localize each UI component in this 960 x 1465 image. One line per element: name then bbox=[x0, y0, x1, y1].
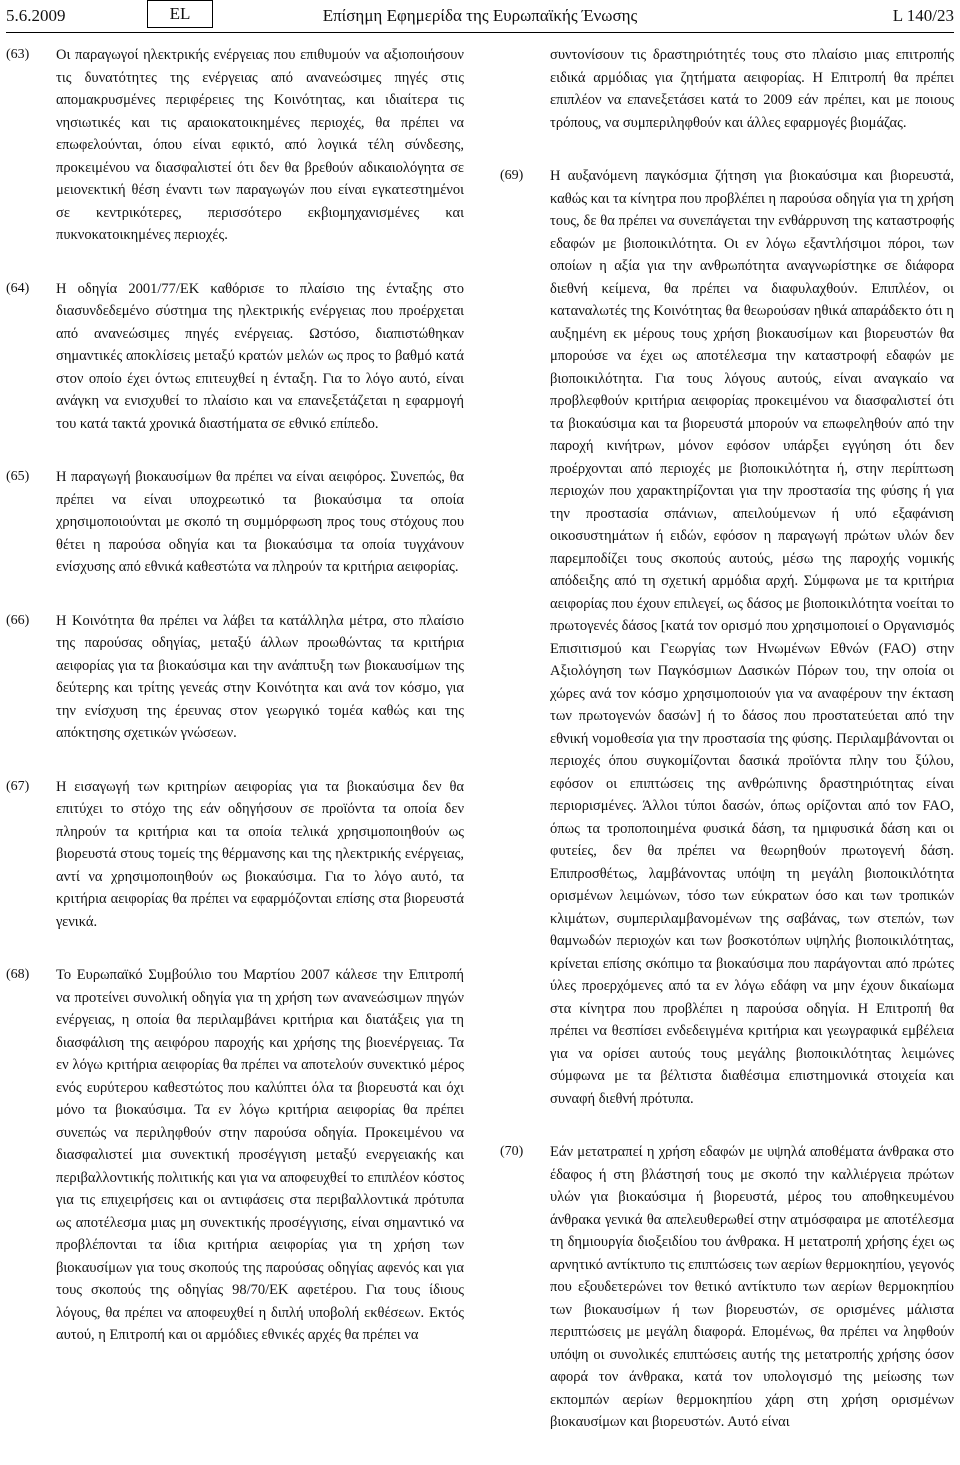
recital-number: (66) bbox=[6, 612, 30, 628]
recital-68 bbox=[6, 964, 464, 1347]
recital-69 bbox=[500, 165, 954, 1110]
recital-text: Η παραγωγή βιοκαυσίμων θα πρέπει να είναι αειφόρος. Συνεπώς, θα πρέπει να είναι υποχρεωτικό τα βιοκαύσιμα τα οποία χρησιμοποιούνται με σκοπό τη συμμόρφωση προς τους στόχους που θέτει η παρούσα οδηγία και τα βιοκαύσιμα τα οποία τυγχάνουν ενίσχυσης από εθνικά καθεστώτα να πληρούν τα κριτήρια αειφορίας. bbox=[56, 469, 464, 575]
recital-64 bbox=[6, 278, 464, 436]
recital-67 bbox=[6, 776, 464, 934]
recital-63 bbox=[6, 44, 464, 247]
recital-68-continued bbox=[500, 44, 954, 134]
issue-date: 5.6.2009 bbox=[6, 6, 66, 25]
recital-number: (69) bbox=[500, 168, 524, 183]
recital-number: (67) bbox=[6, 778, 30, 794]
recital-text: συντονίσουν τις δραστηριότητές τους στο πλαίσιο μιας επιτροπής ειδικά αρμόδιας για ζητήματα αειφορίας. Η Επιτροπή θα πρέπει επιπλέον να επανεξετάσει κατά το 2009 εάν πρέπει, και με ποιους τρόπους, να συμπεριληφθούν και άλλες εφαρμογές βιομάζας. bbox=[550, 47, 954, 131]
left-column bbox=[6, 44, 464, 1378]
recital-text: Το Ευρωπαϊκό Συμβούλιο του Μαρτίου 2007 κάλεσε την Επιτροπή να προτείνει συνολική οδηγία για τη χρήση των ανανεώσιμων πηγών ενέργειας, η οποία θα περιλαμβάνει κριτήρια και διατάξεις για τη διασφάλιση της αειφόρου παροχής και χρήσης της βιοενέργειας. Τα εν λόγω κριτήρια αειφορίας θα πρέπει να αποτελούν συνεκτικό μέρος ενός ευρύτερου καθεστώτος που καλύπτει όλα τα βιορευστά και όχι μόνο τα βιοκαύσιμα. Τα εν λόγω κριτήρια αειφορίας θα πρέπει συνεπώς να περιληφθούν στην παρούσα οδηγία. Προκειμένου να διασφαλιστεί μια συνεκτική προσέγγιση μεταξύ ενεργειακής και περιβαλλοντικής πολιτικής και για να αποφευχθεί το επιπλέον κόστος για τις επιχειρήσεις και οι αντιφάσεις στα περιβαλλοντικά πρότυπα ως αποτέλεσμα μιας μη συνεκτικής προσέγγισης, είναι σημαντικό να προβλέπονται τα ίδια κριτήρια αειφορίας για τη χρήση των βιοκαυσίμων για τους σκοπούς της παρούσας οδηγίας αφενός και για τους σκοπούς της οδηγίας 98/70/ΕΚ αφετέρου. Για τους ίδιους λόγους, θα πρέπει να αποφευχθεί η διπλή υποβολή εκθέσεων. Εκτός αυτού, η Επιτροπή και οι αρμόδιες εθνικές αρχές θα πρέπει να bbox=[56, 967, 464, 1343]
page-number: L 140/23 bbox=[892, 6, 954, 25]
recital-70 bbox=[500, 1141, 954, 1434]
recital-number: (64) bbox=[6, 280, 30, 296]
recital-66 bbox=[6, 610, 464, 745]
recital-text: Η αυξανόμενη παγκόσμια ζήτηση για βιοκαύσιμα και βιορευστά, καθώς και τα κίνητρα που προβλέπει η παρούσα οδηγία για τη χρήση τους, δε θα πρέπει να συνεπάγεται την ενθάρρυνση της καταστροφής εδαφών με βιοποικιλότητα. Οι εν λόγω εξαντλήσιμοι πόροι, των οποίων η αξία για την ανθρωπότητα αναγνωρίστηκε σε διάφορα διεθνή κείμενα, θα πρέπει να διαφυλαχθούν. Επιπλέον, οι καταναλωτές της Κοινότητας θα θεωρούσαν ηθικά απαράδεκτο ότι η αυξημένη εκ μέρους τους χρήση βιοκαυσίμων και βιορευστών θα μπορούσε να έχει ως αποτέλεσμα την καταστροφή εδαφών με βιοποικιλότητα. Για τους λόγους αυτούς, είναι αναγκαίο να προβλεφθούν κριτήρια αειφορίας προκειμένου να διασφαλιστεί ότι τα βιοκαύσιμα και τα βιορευστά μπορούν να επωφεληθούν από την παροχή κινήτρων, μόνον εφόσον υπάρξει εγγύηση ότι δεν προέρχονται από περιοχές με βιοποικιλότητα ή, στην περίπτωση περιοχών που χαρακτηρίζονται για την προστασία της φύσης ή για την προστασία σπάνιων, απειλούμενων ή υπό εξαφάνιση οικοσυστημάτων ή ειδών, εφόσον η παραγωγή πρώτων υλών δεν παρεμποδίζει τους σκοπούς αυτούς, μέσω της παροχής νομικής απόδειξης από τη σχετική αρμόδια αρχή. Σύμφωνα με τα κριτήρια αειφορίας που έχουν επιλεγεί, ως δάσος με βιοποικιλότητα νοείται το πρωτογενές δάσος [κατά τον ορισμό που χρησιμοποιεί ο Οργανισμός Επισιτισμού και Γεωργίας των Ηνωμένων Εθνών (FAO) στην Αξιολόγηση των Παγκόσμιων Δασικών Πόρων του, την οποία οι χώρες ανά τον κόσμο χρησιμοποιούν για να αναφέρουν την έκταση των πρωτογενών δασών] ή το δάσος που προστατεύεται από την εθνική νομοθεσία για την προστασία της φύσης. Περιλαμβάνονται οι περιοχές όπου συγκομίζονται δασικά προϊόντα πλην του ξύλου, εφόσον οι επιπτώσεις της ανθρώπινης δραστηριότητας είναι περιορισμένες. Άλλοι τύποι δασών, όπως ορίζονται από τον FAO, όπως τα τροποποιημένα φυσικά δάση, τα ημιφυσικά δάση και οι φυτείες, δεν θα πρέπει να θεωρηθούν πρωτογενή δάση. Επιπροσθέτως, λαμβάνοντας υπόψη τη μεγάλη βιοποικιλότητα ορισμένων λειμώνων, τόσο των εύκρατων όσο και των τροπικών κλιμάτων, συμπεριλαμβανομένων της σαβάνας, των στεπών, των θαμνωδών περιοχών και των βοσκοτόπων υψηλής βιοποικιλότητας, κρίνεται επίσης σκόπιμο τα βιοκαύσιμα που παράγονται από πρώτες ύλες προερχόμενες από τα εν λόγω εδάφη να μην έχουν δικαίωμα στα κίνητρα που προβλέπει η παρούσα οδηγία. Η Επιτροπή θα πρέπει να θεσπίσει ενδεδειγμένα κριτήρια και γεωγραφικά εμβέλεια για να ορίσει αυτούς τους μεγάλης βιοποικιλότητας λειμώνες σύμφωνα με τα βέλτιστα διαθέσιμα επιστημονικά στοιχεία και συναφή διεθνή πρότυπα. bbox=[550, 168, 954, 1107]
recital-text: Η Κοινότητα θα πρέπει να λάβει τα κατάλληλα μέτρα, στο πλαίσιο της παρούσας οδηγίας, μεταξύ άλλων προωθώντας τα κριτήρια αειφορίας για τα βιοκαύσιμα και την ανάπτυξη των βιοκαυσίμων της δεύτερης και τρίτης γενεάς στην Κοινότητα και ανά τον κόσμο, για την ενίσχυση της έρευνας στον γεωργικό τομέα καθώς και της απόκτησης σχετικών γνώσεων. bbox=[56, 612, 464, 741]
recital-number: (63) bbox=[6, 47, 30, 62]
recital-text: Η εισαγωγή των κριτηρίων αειφορίας για τα βιοκαύσιμα δεν θα επιτύχει το στόχο της εάν οδηγήσουν σε προϊόντα τα οποία δεν πληρούν τα κριτήρια και τα οποία τελικά χρησιμοποιηθούν ως βιορευστά στους τομείς της θέρμανσης και της ηλεκτρικής ενέργειας, αντί να χρησιμοποιηθούν ως βιοκαύσιμα. Για το λόγο αυτό, τα κριτήρια αειφορίας θα πρέπει να εφαρμόζονται επίσης στα βιορευστά γενικά. bbox=[56, 778, 464, 930]
recital-number: (65) bbox=[6, 469, 30, 484]
recital-text: Η οδηγία 2001/77/ΕΚ καθόρισε το πλαίσιο της ένταξης στο διασυνδεδεμένο σύστημα της ηλεκτρικής ενέργειας που προέρχεται από ανανεώσιμες πηγές ενέργειας. Ωστόσο, διαπιστώθηκαν σημαντικές αποκλίσεις μεταξύ κρατών μελών ως προς το βαθμό κατά στον οποίο έχει όντως επιτευχθεί η ένταξη. Για το λόγο αυτό, είναι ανάγκη να ενισχυθεί το πλαίσιο και να επανεξετάζεται η εφαρμογή του κατά τακτά χρονικά διαστήματα σε εθνικό επίπεδο. bbox=[56, 280, 464, 432]
recital-number: (70) bbox=[500, 1144, 524, 1159]
recital-number: (68) bbox=[6, 967, 30, 982]
language-badge: EL bbox=[147, 0, 213, 28]
page-header bbox=[6, 0, 954, 33]
recital-65 bbox=[6, 466, 464, 579]
journal-title: Επίσημη Εφημερίδα της Ευρωπαϊκής Ένωσης bbox=[322, 6, 638, 25]
recital-text: Εάν μετατραπεί η χρήση εδαφών με υψηλά αποθέματα άνθρακα στο έδαφος ή στη βλάστησή τους με σκοπό την καλλιέργεια πρώτων υλών για βιοκαύσιμα ή βιορευστά, μέρος του αποθηκευμένου άνθρακα γενικά θα απελευθερωθεί στην ατμόσφαιρα με αποτέλεσμα τη δημιουργία διοξειδίου του άνθρακα. Η μετατροπή χρήσης έχει ως αρνητικό αντίκτυπο τις επιπτώσεις των αερίων θερμοκηπίου, γεγονός που εξουδετερώνει τον θετικό αντίκτυπο των αερίων θερμοκηπίου των βιοκαυσίμων ή των βιορευστών, σε ορισμένες μάλιστα περιπτώσεις με μεγάλη διαφορά. Επομένως, θα πρέπει να ληφθούν υπόψη οι συνολικές επιπτώσεις αυτής της μετατροπής χρήσης όσον αφορά τον άνθρακα, κατά τον υπολογισμό της μείωσης των εκπομπών αερίων θερμοκηπίου χάρη στη χρήση ορισμένων βιοκαυσίμων και βιορευστών. Αυτό είναι bbox=[550, 1144, 954, 1430]
right-column bbox=[500, 44, 954, 1465]
recital-text: Οι παραγωγοί ηλεκτρικής ενέργειας που επιθυμούν να αξιοποιήσουν τις δυνατότητες της ενέργειας από ανανεώσιμες πηγές στις απομακρυσμένες περιφέρειες της Κοινότητας, και ιδιαίτερα τις νησιωτικές και τις αραιοκατοικημένες περιοχές, θα πρέπει να επωφελούνται, όπου είναι εφικτό, από λογικά τέλη σύνδεσης, προκειμένου να διασφαλιστεί ότι δεν θα βρεθούν αδικαιολόγητα σε μειονεκτική θέση έναντι των παραγωγών που είναι εγκατεστημένοι σε κεντρικότερες, περισσότερο εκβιομηχανισμένες και πυκνοκατοικημένες περιοχές. bbox=[56, 47, 464, 243]
